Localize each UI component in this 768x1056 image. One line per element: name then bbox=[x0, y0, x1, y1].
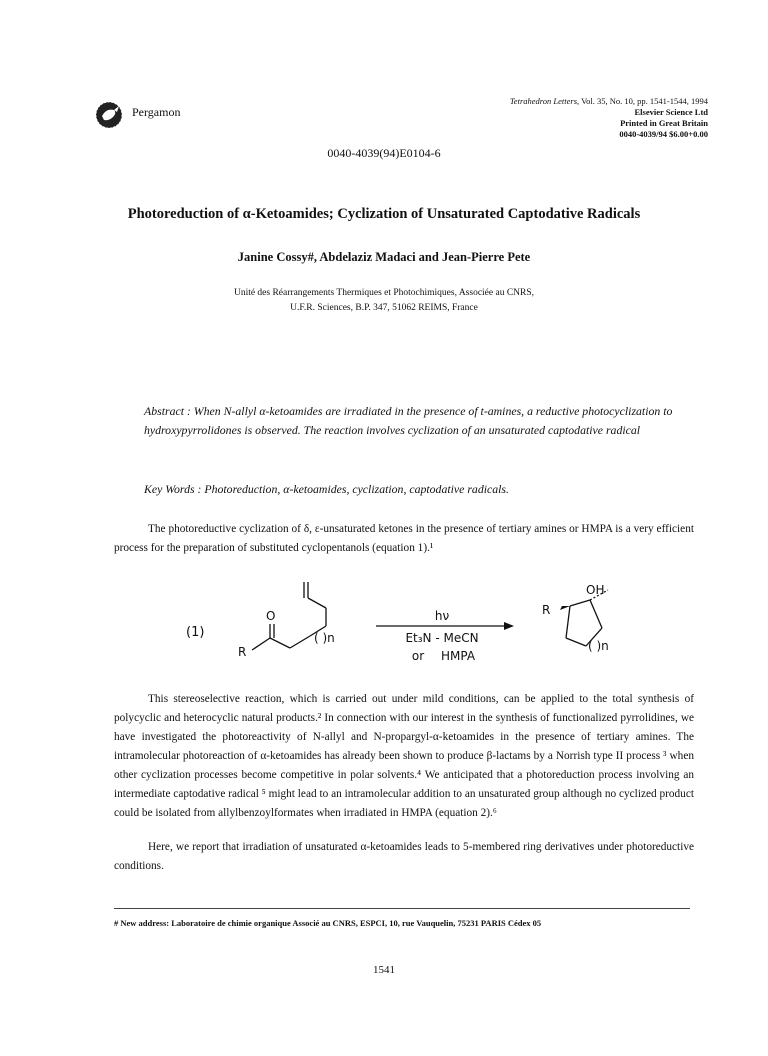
footnote: # New address: Laboratoire de chimie organique Associé au CNRS, ESPCI, 10, rue Vauquelin, 75231 PARIS Cédex 05 bbox=[114, 918, 542, 928]
reactant-r-label: R bbox=[238, 645, 247, 659]
equation-1-scheme bbox=[160, 580, 640, 680]
or-label: or bbox=[411, 649, 425, 663]
affiliation bbox=[0, 286, 768, 316]
journal-name: Tetrahedron Letters bbox=[509, 96, 578, 106]
doi-code: 0040-4039(94)E0104-6 bbox=[327, 146, 441, 160]
page-number: 1541 bbox=[373, 964, 395, 976]
paper-title: Photoreduction of α-Ketoamides; Cyclization of Unsaturated Captodative Radicals bbox=[127, 206, 641, 222]
arrowhead-icon bbox=[504, 622, 514, 630]
wedge-bond bbox=[560, 606, 570, 610]
author-list: Janine Cossy#, Abdelaziz Madaci and Jean-Pierre Pete bbox=[237, 250, 531, 264]
product-n-label: ( )n bbox=[588, 639, 609, 653]
product-r-label: R bbox=[542, 603, 551, 617]
affiliation-line-2: U.F.R. Sciences, B.P. 347, 51062 REIMS, France bbox=[290, 303, 478, 313]
product-structure bbox=[566, 590, 608, 646]
affiliation-line-1: Unité des Réarrangements Thermiques et Photochimiques, Associée au CNRS, bbox=[233, 288, 535, 298]
reagent-2: HMPA bbox=[440, 649, 476, 663]
abstract: Abstract : When N-allyl α-ketoamides are irradiated in the presence of t-amines, a reductive photocyclization to hydroxypyrrolidones is observed. The reaction involves cyclization of an unsaturated captodative radical bbox=[144, 404, 673, 437]
pergamon-logo-icon bbox=[94, 100, 124, 130]
copyright-line: Elsevier Science Ltd bbox=[634, 107, 708, 117]
body-paragraph-1: This stereoselective reaction, which is carried out under mild conditions, can be applied to the total synthesis of polycyclic and heterocyclic natural products.² In connection with our interest in the synthesis of functionalized pyrrolidines, we have investigated the photoreactivity of N-allyl and N-propargyl-α-ketoamides in the presence of tertiary amines. The intramolecular photoreaction of α-ketoamides has already been shown to produce β-lactams by a Norrish type II process ³ when other cyclization processes become competitive in polar solvents.⁴ We anticipated that a photoreduction process involving an intermediate captodative radical ⁵ might lead to an intramolecular addition to an unsaturated group although no cyclized product could be isolated from allylbenzoylformates when irradiated in HMPA (equation 2).⁶ bbox=[114, 693, 694, 819]
reagent-1: Et₃N - MeCN bbox=[405, 631, 479, 645]
issn-price: 0040-4039/94 $6.00+0.00 bbox=[619, 129, 708, 139]
publication-info bbox=[510, 96, 708, 140]
journal-citation bbox=[510, 96, 708, 107]
reactant-n-label: ( )n bbox=[314, 631, 335, 645]
journal-volume: , Vol. 35, No. 10, pp. 1541-1544, 1994 bbox=[577, 96, 708, 106]
intro-paragraph: The photoreductive cyclization of δ, ε-unsaturated ketones in the presence of tertiary amines or HMPA is a very efficient process for the preparation of substituted cyclopentanols (equation 1).¹ bbox=[114, 523, 694, 554]
keywords: Key Words : Photoreduction, α-ketoamides, cyclization, captodative radicals. bbox=[144, 482, 509, 496]
footnote-divider bbox=[114, 908, 690, 909]
body-paragraph-2: Here, we report that irradiation of unsaturated α-ketoamides leads to 5-membered ring derivatives under photoreductive conditions. bbox=[114, 841, 694, 872]
equation-number: (1) bbox=[186, 625, 205, 640]
printed-line: Printed in Great Britain bbox=[620, 118, 708, 128]
product-oh-label: OH bbox=[586, 583, 605, 597]
hv-label: hν bbox=[434, 609, 450, 623]
publisher-name: Pergamon bbox=[132, 105, 181, 119]
carbonyl-o-label: O bbox=[266, 609, 276, 623]
